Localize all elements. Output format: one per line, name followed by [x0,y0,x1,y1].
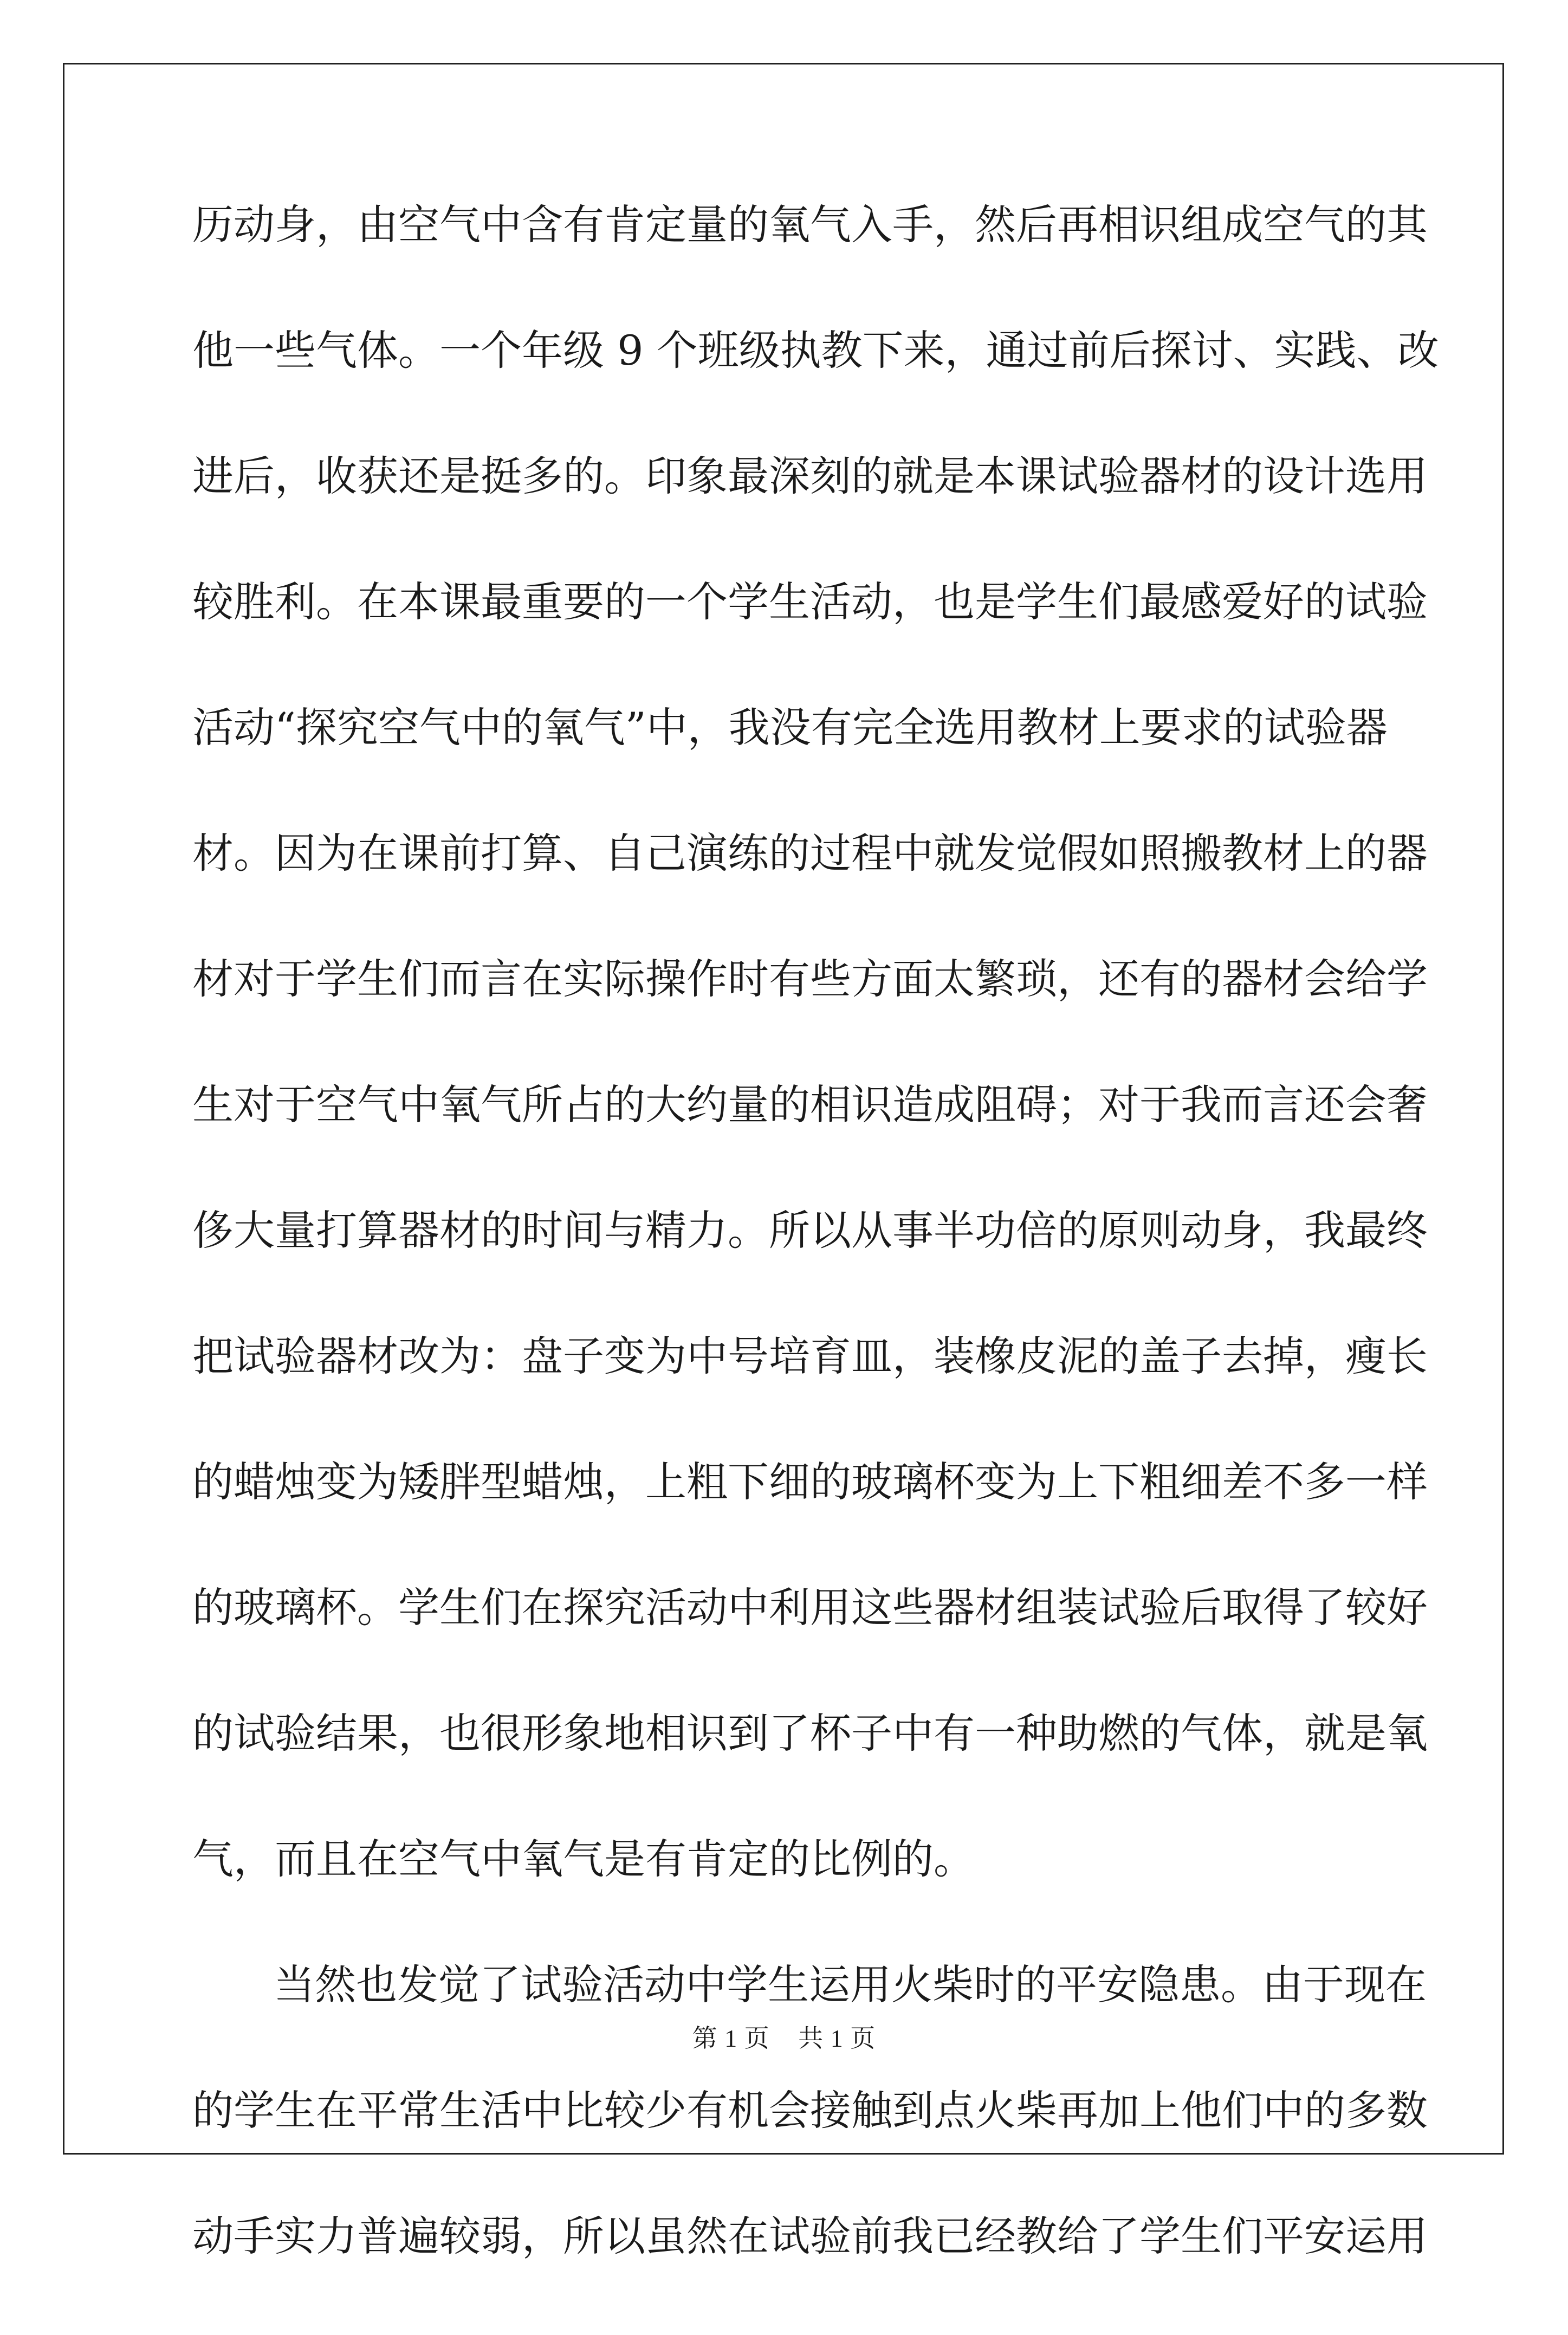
page-number: 第 1 页 [692,2024,770,2052]
text-line: 侈大量打算器材的时间与精力。所以从事半功倍的原则动身，我最终 [192,1206,1428,1254]
text-line: 的玻璃杯。学生们在探究活动中利用这些器材组装试验后取得了较好 [192,1583,1428,1632]
text-line: 材。因为在课前打算、自己演练的过程中就发觉假如照搬教材上的器 [192,829,1428,877]
text-line: 当然也发觉了试验活动中学生运用火柴时的平安隐患。由于现在 [274,1961,1427,2009]
text-line: 的蜡烛变为矮胖型蜡烛，上粗下细的玻璃杯变为上下粗细差不多一样 [192,1458,1428,1506]
text-line: 进后，收获还是挺多的。印象最深刻的就是本课试验器材的设计选用 [192,452,1428,500]
page-footer [0,2019,1568,2054]
document-body [192,198,1439,2335]
page-total: 共 1 页 [798,2024,876,2052]
text-line: 生对于空气中氧气所占的大约量的相识造成阻碍；对于我而言还会奢 [192,1081,1428,1129]
text-line: 的学生在平常生活中比较少有机会接触到点火柴再加上他们中的多数 [192,2086,1428,2135]
text-line: 气，而且在空气中氧气是有肯定的比例的。 [192,1835,975,1883]
text-line: 材对于学生们而言在实际操作时有些方面太繁琐，还有的器材会给学 [192,955,1428,1003]
text-line: 动手实力普遍较弱，所以虽然在试验前我已经教给了学生们平安运用 [192,2212,1428,2260]
text-line: 把试验器材改为：盘子变为中号培育皿，装橡皮泥的盖子去掉，瘦长 [192,1332,1428,1380]
text-line: 历动身，由空气中含有肯定量的氧气入手，然后再相识组成空气的其 [192,200,1428,249]
text-line: 较胜利。在本课最重要的一个学生活动，也是学生们最感爱好的试验 [192,578,1428,626]
text-line: 他一些气体。一个年级 9 个班级执教下来，通过前后探讨、实践、改 [192,326,1439,374]
text-line: 的试验结果，也很形象地相识到了杯子中有一种助燃的气体，就是氧 [192,1709,1428,1757]
text-line: 活动“探究空气中的氧气”中，我没有完全选用教材上要求的试验器 [192,703,1388,752]
